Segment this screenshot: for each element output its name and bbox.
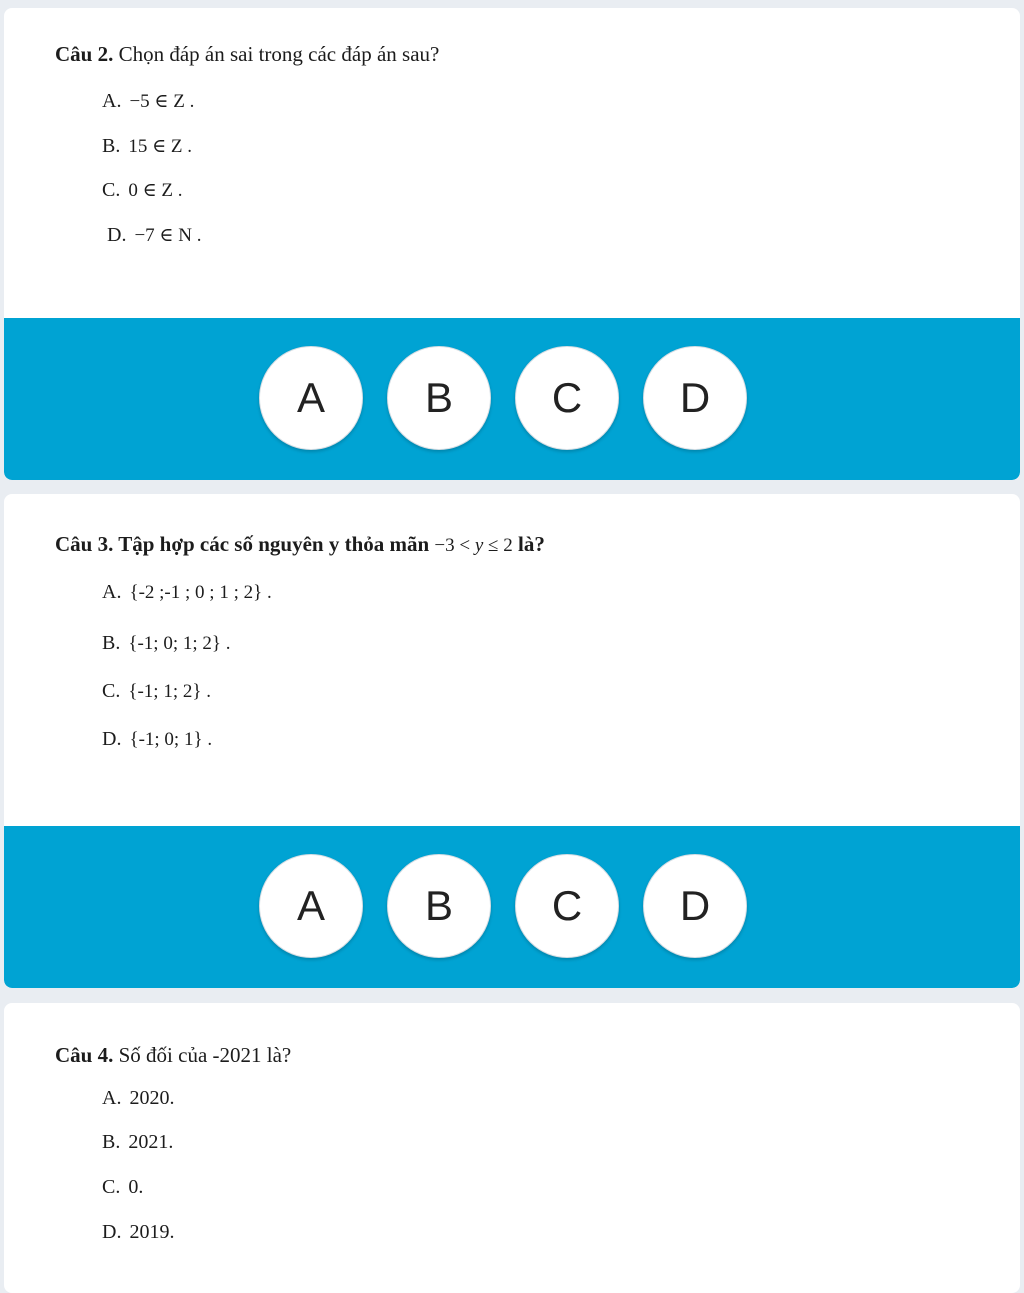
option-letter: D. [107, 224, 127, 246]
option-letter: C. [102, 1176, 121, 1198]
option-letter: B. [102, 1131, 121, 1153]
option-letter: A. [102, 581, 122, 603]
answer-choice-d[interactable]: D [643, 346, 747, 450]
option-text: 15 ∈ Z . [128, 136, 193, 157]
math-left: −3 < [434, 535, 475, 556]
question-body: Chọn đáp án sai trong các đáp án sau? [113, 42, 440, 66]
answer-choice-b[interactable]: B [387, 346, 491, 450]
option-text: {-2 ;-1 ; 0 ; 1 ; 2} . [129, 582, 272, 603]
answer-choice-d[interactable]: D [643, 854, 747, 958]
option-text: 0. [128, 1176, 144, 1198]
option-text: 2020. [129, 1087, 175, 1109]
question-number: Câu 2. [55, 42, 114, 66]
answer-choice-c[interactable]: C [515, 346, 619, 450]
answer-bar [4, 318, 1020, 480]
option-d [107, 222, 201, 249]
option-text: 2019. [129, 1221, 175, 1243]
option-text: −5 ∈ Z . [129, 91, 195, 112]
option-d [102, 726, 212, 753]
option-c [102, 678, 211, 705]
question-text [55, 530, 545, 560]
answer-choice-a[interactable]: A [259, 854, 363, 958]
option-c [102, 177, 183, 204]
answer-choice-a[interactable]: A [259, 346, 363, 450]
option-letter: A. [102, 1087, 122, 1109]
option-text: {-1; 0; 1} . [129, 729, 213, 750]
option-text: −7 ∈ N . [134, 225, 202, 246]
option-b [102, 133, 192, 160]
question-body: Tập hợp các số nguyên y thỏa mãn [113, 532, 435, 556]
option-a [102, 579, 272, 606]
option-letter: D. [102, 1221, 122, 1243]
math-variable: y [474, 535, 484, 556]
option-a [102, 88, 194, 115]
question-card-2 [4, 8, 1020, 480]
option-letter: B. [102, 632, 121, 654]
option-text: 2021. [128, 1131, 174, 1153]
question-text [55, 40, 439, 68]
option-letter: A. [102, 90, 122, 112]
question-number: Câu 3. [55, 532, 114, 556]
option-text: {-1; 1; 2} . [128, 681, 211, 702]
question-body: Số đối của -2021 là? [113, 1043, 292, 1067]
question-text [55, 1041, 291, 1069]
answer-choice-b[interactable]: B [387, 854, 491, 958]
option-letter: B. [102, 135, 121, 157]
question-math [434, 535, 512, 556]
option-b [102, 630, 231, 657]
answer-bar [4, 826, 1020, 988]
option-letter: D. [102, 728, 122, 750]
option-d [102, 1219, 174, 1245]
question-card-4 [4, 1003, 1020, 1293]
option-letter: C. [102, 179, 121, 201]
option-c [102, 1174, 143, 1200]
option-text: 0 ∈ Z . [128, 180, 183, 201]
question-card-3 [4, 494, 1020, 988]
option-b [102, 1129, 173, 1155]
question-end: là? [512, 532, 545, 556]
option-letter: C. [102, 680, 121, 702]
option-text: {-1; 0; 1; 2} . [128, 633, 231, 654]
math-right: ≤ 2 [483, 535, 513, 556]
option-a [102, 1085, 174, 1111]
answer-choice-c[interactable]: C [515, 854, 619, 958]
question-number: Câu 4. [55, 1043, 114, 1067]
